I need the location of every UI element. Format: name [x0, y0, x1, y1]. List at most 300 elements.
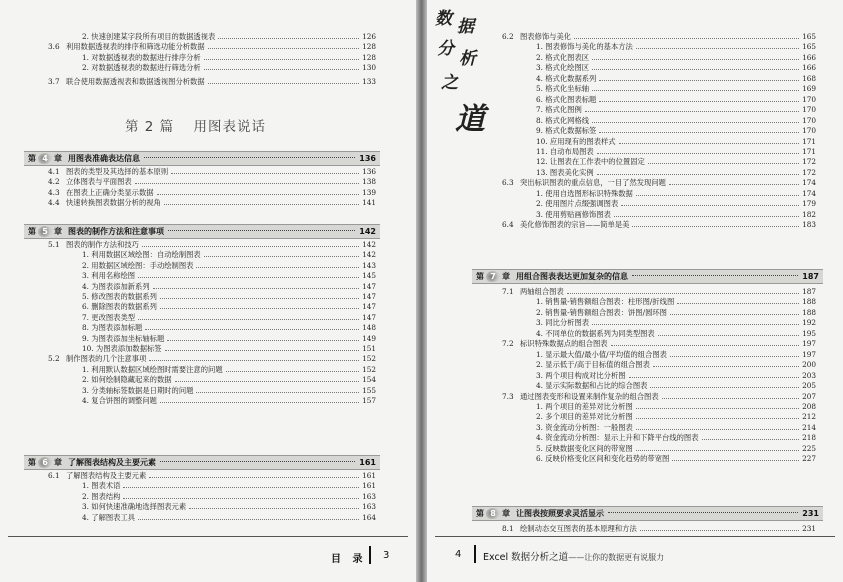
- dot-leader: [164, 204, 359, 205]
- dot-leader: [142, 246, 359, 247]
- entry-page-number: 170: [802, 115, 816, 125]
- page-number: 3: [383, 550, 390, 561]
- entry-title: 2. 格式化图表区: [536, 52, 590, 62]
- section-number: 4.1: [48, 167, 60, 176]
- entry-page-number: 225: [802, 443, 816, 453]
- toc-section-row[interactable]: [502, 220, 816, 229]
- chapter-badge: 4: [38, 153, 52, 164]
- chapter-page-number: 161: [359, 458, 376, 467]
- footer-rule: [435, 536, 835, 537]
- section-number: 5.2: [48, 354, 60, 364]
- entry-title: 3. 使用剪贴画修饰图表: [536, 209, 611, 219]
- chapter-title: 用组合图表表达更加复杂的信息: [516, 272, 628, 281]
- dot-leader: [614, 216, 799, 217]
- toc-item-row[interactable]: [536, 329, 816, 338]
- entry-page-number: 142: [362, 240, 376, 249]
- toc-item-row[interactable]: [536, 157, 816, 166]
- entry-page-number: 207: [802, 391, 816, 401]
- dot-leader: [658, 335, 799, 336]
- entry-title: 1. 两个项目的差异对比分析图: [536, 401, 633, 411]
- dot-leader: [636, 195, 799, 196]
- chapter-heading[interactable]: [24, 455, 380, 470]
- toc-item-row[interactable]: [82, 365, 376, 374]
- toc-item-row[interactable]: [536, 423, 816, 432]
- toc-item-row[interactable]: [536, 189, 816, 198]
- dot-leader: [138, 519, 359, 520]
- entry-title: 2. 显示低于/高于目标值的组合图表: [536, 360, 650, 370]
- dot-leader: [574, 38, 799, 39]
- dot-leader: [653, 366, 799, 367]
- dot-leader: [160, 298, 359, 299]
- chapter-heading[interactable]: [24, 224, 380, 239]
- toc-item-row[interactable]: [536, 116, 816, 125]
- dot-leader: [149, 360, 359, 361]
- toc-item-row[interactable]: [82, 261, 376, 270]
- entry-title: 2. 如何绘制隐藏起来的数据: [82, 375, 172, 385]
- dot-leader: [619, 143, 799, 144]
- toc-section-row[interactable]: [502, 32, 816, 41]
- entry-title: 2. 图表结构: [82, 491, 121, 501]
- chapter-badge: 8: [486, 508, 500, 519]
- entry-page-number: 208: [802, 401, 816, 411]
- toc-item-row[interactable]: [82, 302, 376, 311]
- entry-title: 2. 用数据区域绘图：手动绘制图表: [82, 260, 194, 270]
- toc-section-row[interactable]: [48, 177, 376, 186]
- toc-section-row[interactable]: [48, 471, 376, 480]
- entry-title: 1. 图表修饰与美化的基本方法: [536, 42, 633, 52]
- dot-leader: [226, 371, 359, 372]
- footer-book-title: [483, 549, 664, 563]
- toc-item-row[interactable]: [536, 168, 816, 177]
- entry-title: 通过图表变形和设置来制作复杂的组合图表: [520, 391, 659, 401]
- toc-item-row[interactable]: [82, 481, 376, 490]
- entry-page-number: 212: [802, 412, 816, 422]
- toc-section-row[interactable]: [502, 178, 816, 187]
- dot-leader: [636, 418, 799, 419]
- entry-title: 联合使用数据透视表和数据透视图分析数据: [66, 77, 205, 87]
- toc-item-row[interactable]: [82, 334, 376, 343]
- chapter-heading[interactable]: [24, 151, 380, 166]
- dot-leader: [204, 256, 359, 257]
- dot-leader: [670, 314, 799, 315]
- entry-page-number: 171: [802, 136, 816, 146]
- toc-item-row[interactable]: [536, 318, 816, 327]
- chapter-prefix: 第: [28, 227, 36, 236]
- toc-item-row[interactable]: [536, 147, 816, 156]
- dot-leader: [168, 230, 355, 231]
- toc-item-row[interactable]: [536, 297, 816, 306]
- chapter-number: [28, 457, 62, 468]
- toc-item-row[interactable]: [82, 250, 376, 259]
- chapter-suffix: 章: [54, 458, 62, 467]
- toc-item-row[interactable]: [82, 271, 376, 280]
- entry-page-number: 143: [362, 260, 376, 270]
- footer-divider: [474, 545, 476, 563]
- entry-page-number: 145: [362, 271, 376, 281]
- entry-title: 1. 图表术语: [82, 481, 121, 491]
- dot-leader: [672, 460, 799, 461]
- entry-title: 2. 多个项目的差异对比分析图: [536, 412, 633, 422]
- chapter-number: [28, 153, 62, 164]
- entry-title: 13. 图表美化实例: [536, 167, 594, 177]
- entry-page-number: 147: [362, 292, 376, 301]
- entry-title: 4. 复合饼图的调整问题: [82, 396, 157, 405]
- entry-page-number: 154: [362, 375, 376, 385]
- entry-page-number: 164: [362, 512, 376, 522]
- dot-leader: [592, 122, 799, 123]
- logo-character: 之: [441, 73, 458, 93]
- dot-leader: [621, 205, 799, 206]
- section-number: 7.3: [502, 391, 514, 401]
- entry-title: 5. 反映数据变化区间的带宽图: [536, 443, 633, 453]
- toc-section-row[interactable]: [48, 354, 376, 363]
- logo-character: 分: [437, 39, 454, 59]
- toc-item-row[interactable]: [536, 210, 816, 219]
- entry-page-number: 205: [802, 381, 816, 391]
- toc-item-row[interactable]: [82, 513, 376, 522]
- entry-title: 1. 使用自选图形标识特殊数据: [536, 188, 633, 198]
- entry-title: 10. 应用现有的图表样式: [536, 136, 616, 146]
- entry-page-number: 203: [802, 370, 816, 380]
- entry-page-number: 183: [802, 220, 816, 230]
- part-number: 第 2 篇: [125, 119, 175, 135]
- entry-page-number: 200: [802, 360, 816, 370]
- entry-title: 11. 自动布局图表: [536, 146, 594, 156]
- entry-page-number: 195: [802, 328, 816, 338]
- entry-page-number: 166: [802, 63, 816, 73]
- toc-item-row[interactable]: [82, 375, 376, 384]
- dot-leader: [632, 226, 799, 227]
- dot-leader: [592, 69, 799, 70]
- left-footer: [0, 536, 416, 566]
- entry-page-number: 147: [362, 281, 376, 291]
- chapter-number: [28, 226, 62, 237]
- entry-title: 图表的类型及其选择的基本原则: [66, 167, 169, 176]
- dot-leader: [160, 402, 359, 403]
- entry-page-number: 218: [802, 433, 816, 443]
- chapter-page-number: 142: [359, 227, 376, 236]
- dot-leader: [204, 69, 359, 70]
- toc-item-row[interactable]: [82, 53, 376, 62]
- entry-title: 快速转换图表数据分析的视角: [66, 198, 161, 208]
- entry-title: 4. 了解图表工具: [82, 512, 136, 522]
- chapter-suffix: 章: [502, 272, 510, 281]
- footer-rule: [8, 536, 408, 537]
- toc-section-row[interactable]: [48, 188, 376, 197]
- dot-leader: [650, 387, 799, 388]
- chapter-badge: 7: [486, 271, 500, 282]
- entry-page-number: 182: [802, 209, 816, 219]
- entry-title: 4. 不同单位的数据系列为同类型图表: [536, 328, 655, 338]
- entry-title: 4. 显示实际数据和占比的综合图表: [536, 381, 648, 391]
- dot-leader: [196, 267, 359, 268]
- entry-page-number: 168: [802, 73, 816, 83]
- entry-page-number: 141: [362, 198, 376, 208]
- entry-title: 9. 为图表添加坐标轴标题: [82, 333, 165, 343]
- entry-page-number: 133: [362, 77, 376, 87]
- entry-page-number: 188: [802, 297, 816, 307]
- chapter-badge: 5: [38, 226, 52, 237]
- toc-item-row[interactable]: [82, 323, 376, 332]
- entry-page-number: 161: [362, 471, 376, 480]
- book-subtitle: ——让你的数据更有说服力: [568, 553, 665, 562]
- entry-page-number: 126: [362, 32, 376, 41]
- dot-leader: [160, 461, 355, 462]
- dot-leader: [592, 59, 799, 60]
- entry-title: 立体图表与平面图表: [66, 177, 132, 187]
- toc-item-row[interactable]: [536, 137, 816, 146]
- right-footer: [427, 536, 843, 566]
- dot-leader: [144, 157, 355, 158]
- entry-title: 1. 利用默认数据区域绘图时需要注意的问题: [82, 364, 223, 374]
- toc-item-row[interactable]: [82, 32, 376, 41]
- section-number: 4.2: [48, 177, 60, 187]
- dot-leader: [138, 319, 359, 320]
- entry-page-number: 231: [802, 524, 816, 533]
- toc-section-row[interactable]: [48, 77, 376, 86]
- entry-title: 7. 格式化图例: [536, 105, 582, 115]
- dot-leader: [599, 101, 799, 102]
- entry-title: 3. 同比分析图表: [536, 318, 590, 328]
- chapter-suffix: 章: [502, 509, 510, 518]
- dot-leader: [636, 429, 799, 430]
- chapter-badge: 6: [38, 457, 52, 468]
- toc-item-row[interactable]: [82, 492, 376, 501]
- entry-page-number: 138: [362, 177, 376, 187]
- entry-title: 制作图表的几个注意事项: [66, 354, 147, 364]
- page-number: 4: [455, 549, 462, 560]
- dot-leader: [608, 512, 798, 513]
- toc-item-row[interactable]: [536, 126, 816, 135]
- entry-title: 了解图表结构及主要元素: [66, 471, 147, 480]
- dot-leader: [157, 194, 360, 195]
- entry-page-number: 149: [362, 333, 376, 343]
- entry-page-number: 170: [802, 105, 816, 115]
- entry-page-number: 139: [362, 187, 376, 197]
- dot-leader: [123, 498, 359, 499]
- entry-title: 标识特殊数据点的组合图表: [520, 339, 608, 349]
- entry-title: 两轴组合图表: [520, 287, 564, 296]
- entry-page-number: 163: [362, 502, 376, 512]
- toc-section-row[interactable]: [48, 198, 376, 207]
- toc-item-row[interactable]: [82, 396, 376, 405]
- entry-title: 9. 格式化数据标签: [536, 126, 597, 136]
- toc-item-row[interactable]: [536, 95, 816, 104]
- entry-page-number: 172: [802, 167, 816, 177]
- chapter-prefix: 第: [28, 154, 36, 163]
- toc-section-row[interactable]: [48, 42, 376, 51]
- dot-leader: [670, 356, 799, 357]
- toc-section-row[interactable]: [502, 524, 816, 533]
- toc-item-row[interactable]: [536, 371, 816, 380]
- dot-leader: [592, 90, 799, 91]
- entry-page-number: 147: [362, 312, 376, 322]
- toc-item-row[interactable]: [82, 386, 376, 395]
- entry-title: 3. 分类轴标签数据是日期时的问题: [82, 385, 194, 395]
- toc-section-row[interactable]: [502, 339, 816, 348]
- section-number: 7.1: [502, 287, 514, 296]
- entry-page-number: 174: [802, 188, 816, 198]
- section-number: 6.2: [502, 32, 514, 41]
- dot-leader: [592, 324, 799, 325]
- entry-title: 2. 销售量-销售额组合图表：饼图/圆环图: [536, 307, 667, 317]
- dot-leader: [640, 530, 799, 531]
- entry-page-number: 214: [802, 422, 816, 432]
- toc-item-row[interactable]: [82, 313, 376, 322]
- toc-item-row[interactable]: [536, 63, 816, 72]
- toc-item-row[interactable]: [536, 454, 816, 463]
- entry-title: 8. 为图表添加标题: [82, 323, 143, 333]
- dot-leader: [611, 345, 800, 346]
- entry-page-number: 161: [362, 481, 376, 491]
- footer-divider: [369, 546, 371, 564]
- chapter-prefix: 第: [476, 509, 484, 518]
- dot-leader: [636, 408, 799, 409]
- dot-leader: [123, 487, 359, 488]
- logo-character: 析: [459, 49, 476, 69]
- toc-section-row[interactable]: [502, 392, 816, 401]
- entry-title: 2. 快速创建某字段所有项目的数据透视表: [82, 32, 216, 41]
- dot-leader: [138, 277, 359, 278]
- logo-character: 据: [457, 17, 474, 37]
- entry-page-number: 166: [802, 52, 816, 62]
- entry-page-number: 151: [362, 344, 376, 353]
- dot-leader: [218, 38, 359, 39]
- entry-title: 突出标识图表的重点信息，一目了然发现问题: [520, 178, 666, 188]
- entry-title: 6. 反映价格变化区间和变化趋势的带宽图: [536, 454, 670, 464]
- entry-page-number: 147: [362, 302, 376, 312]
- entry-page-number: 130: [362, 63, 376, 73]
- entry-title: 6. 删除图表的数据系列: [82, 302, 157, 312]
- dot-leader: [585, 111, 799, 112]
- chapter-title: 图表的制作方法和注意事项: [68, 227, 164, 236]
- toc-item-row[interactable]: [82, 292, 376, 301]
- chapter-prefix: 第: [476, 272, 484, 281]
- toc-item-row[interactable]: [536, 360, 816, 369]
- entry-page-number: 227: [802, 454, 816, 464]
- toc-section-row[interactable]: [48, 167, 376, 176]
- dot-leader: [135, 183, 359, 184]
- entry-title: 1. 显示最大值/最小值/平均值的组合图表: [536, 349, 667, 359]
- dot-leader: [153, 288, 359, 289]
- entry-page-number: 187: [802, 287, 816, 296]
- chapter-number: [476, 271, 510, 282]
- toc-item-row[interactable]: [536, 350, 816, 359]
- chapter-heading[interactable]: [472, 506, 823, 521]
- entry-page-number: 165: [802, 42, 816, 52]
- toc-section-row[interactable]: [502, 287, 816, 296]
- entry-title: 1. 对数据透视表的数据进行排序分析: [82, 52, 201, 62]
- toc-item-row[interactable]: [536, 74, 816, 83]
- dot-leader: [632, 275, 798, 276]
- dot-leader: [208, 48, 359, 49]
- entry-title: 5. 修改图表的数据系列: [82, 292, 157, 301]
- dot-leader: [208, 83, 359, 84]
- section-number: 8.1: [502, 524, 514, 533]
- toc-item-row[interactable]: [82, 282, 376, 291]
- chapter-heading[interactable]: [472, 269, 823, 284]
- entry-title: 2. 对数据透视表的数据进行筛选分析: [82, 63, 201, 73]
- toc-item-row[interactable]: [536, 42, 816, 51]
- toc-item-row[interactable]: [82, 63, 376, 72]
- entry-page-number: 128: [362, 42, 376, 52]
- toc-item-row[interactable]: [536, 308, 816, 317]
- entry-page-number: 170: [802, 94, 816, 104]
- entry-page-number: 197: [802, 349, 816, 359]
- entry-title: 图表修饰与美化: [520, 32, 572, 41]
- section-number: 6.3: [502, 178, 514, 188]
- chapter-suffix: 章: [54, 154, 62, 163]
- section-number: 7.2: [502, 339, 514, 349]
- entry-title: 4. 资金流动分析图：显示上升和下降平台线的图表: [536, 433, 699, 443]
- toc-item-row[interactable]: [536, 105, 816, 114]
- footer-label: 目 录: [331, 554, 367, 565]
- entry-title: 5. 格式化坐标轴: [536, 84, 590, 94]
- entry-page-number: 171: [802, 146, 816, 156]
- chapter-page-number: 231: [802, 509, 819, 518]
- chapter-prefix: 第: [28, 458, 36, 467]
- dot-leader: [599, 132, 799, 133]
- dot-leader: [171, 173, 359, 174]
- entry-page-number: 128: [362, 52, 376, 62]
- toc-section-row[interactable]: [48, 240, 376, 249]
- entry-page-number: 157: [362, 396, 376, 405]
- entry-page-number: 170: [802, 126, 816, 136]
- entry-page-number: 155: [362, 385, 376, 395]
- dot-leader: [175, 381, 360, 382]
- chapter-page-number: 136: [359, 154, 376, 163]
- toc-item-row[interactable]: [536, 84, 816, 93]
- toc-item-row[interactable]: [82, 502, 376, 511]
- dot-leader: [648, 163, 799, 164]
- entry-title: 4. 格式化数据系列: [536, 73, 597, 83]
- entry-title: 绘制动态交互图表的基本原理和方法: [520, 524, 637, 533]
- toc-item-row[interactable]: [82, 344, 376, 353]
- toc-item-row[interactable]: [536, 381, 816, 390]
- toc-item-row[interactable]: [536, 402, 816, 411]
- entry-page-number: 136: [362, 167, 376, 176]
- chapter-number: [476, 508, 510, 519]
- dot-leader: [196, 392, 359, 393]
- dot-leader: [597, 153, 799, 154]
- toc-item-row[interactable]: [536, 53, 816, 62]
- chapter-title: 让图表按照要求灵活显示: [516, 509, 604, 518]
- part-title: 用图表说话: [193, 119, 266, 135]
- entry-title: 7. 更改图表类型: [82, 312, 136, 322]
- toc-item-row[interactable]: [536, 444, 816, 453]
- toc-item-row[interactable]: [536, 412, 816, 421]
- toc-item-row[interactable]: [536, 199, 816, 208]
- entry-title: 在图表上正确分类显示数据: [66, 187, 154, 197]
- entry-title: 1. 销售量-销售额组合图表：柱形图/折线图: [536, 297, 675, 307]
- entry-page-number: 148: [362, 323, 376, 333]
- book-logo: [435, 2, 497, 152]
- toc-item-row[interactable]: [536, 433, 816, 442]
- section-number: 3.7: [48, 77, 60, 87]
- entry-title: 3. 资金流动分析图：一般图表: [536, 422, 633, 432]
- dot-leader: [669, 184, 799, 185]
- chapter-title: 了解图表结构及主要元素: [68, 458, 156, 467]
- entry-title: 2. 使用图片点缀强调图表: [536, 199, 619, 209]
- entry-page-number: 165: [802, 32, 816, 41]
- dot-leader: [189, 508, 359, 509]
- entry-title: 利用数据透视表的排序和筛选功能分析数据: [66, 42, 205, 52]
- entry-title: 3. 如何快速准确地选择图表元素: [82, 502, 187, 512]
- book-gutter: [416, 0, 427, 582]
- book-title: Excel 数据分析之道: [483, 552, 569, 563]
- entry-title: 3. 利用名称绘图: [82, 271, 136, 281]
- entry-page-number: 169: [802, 84, 816, 94]
